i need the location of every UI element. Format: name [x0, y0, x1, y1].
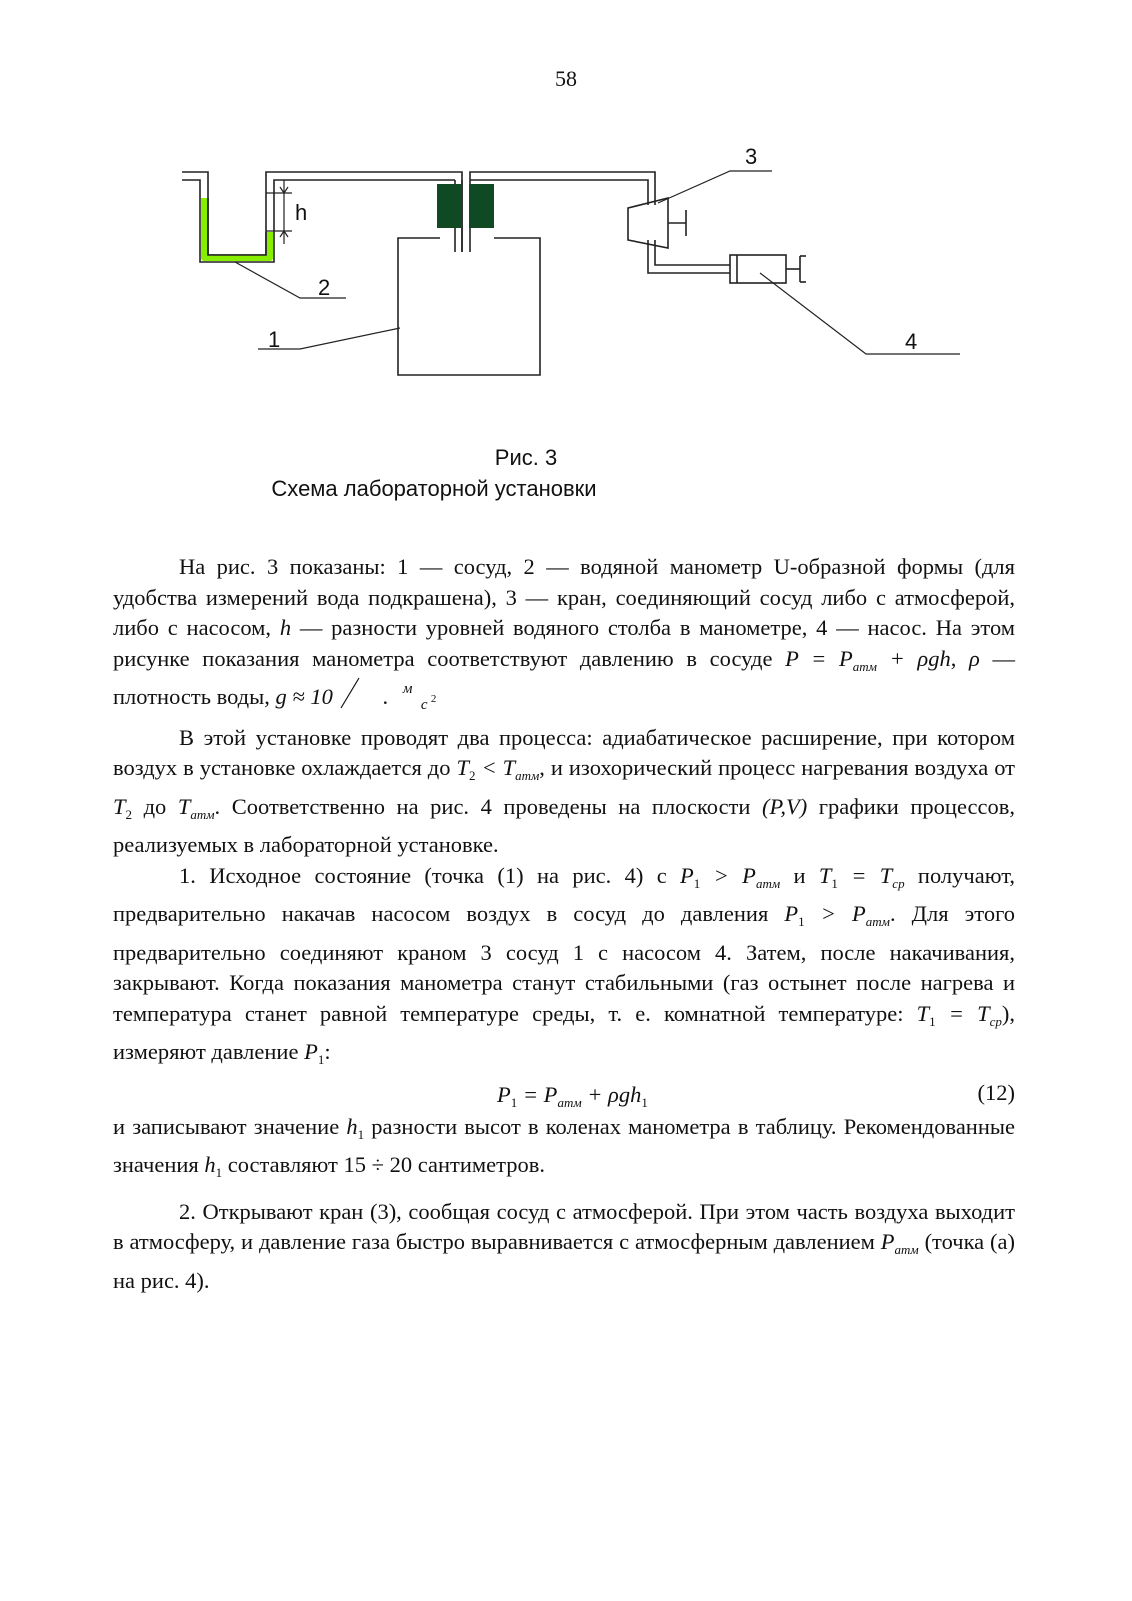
paragraph-1: На рис. 3 показаны: 1 — сосуд, 2 — водяной манометр U-образной формы (для удобства измерений вода подкрашена), 3 — кран, соединяющий сосуд либо с атмосферой, либо с насосом, h — разности уровней водяного столба в манометре, 4 — насос. На этом рисунке показания манометра соответствуют давлению в сосуде $P = P_{атм} + \rho gh$, ρ — плотность воды, g ≈ 10 м с 2 .: [113, 554, 1016, 713]
paragraph-2: В этой установке проводят два процесса: адиабатическое расширение, при котором воздух в установке охлаждается до $T_2 < T_{атм}$, и изохорический процесс нагревания воздуха от $T_2$ до $T_{атм}$. Соответственно на рис. 4 проведены на плоскости (P,V) графики процессов, реализуемых в лабораторной установке.: [113, 724, 1015, 857]
equation-number: (12): [977, 1079, 1015, 1105]
leader-3: [658, 171, 772, 203]
paragraph-3: 1. Исходное состояние (точка (1) на рис. 4) с $P_1 > P_{атм}$ и $T_1 = T_{ср}$ получают, предварительно накачав насосом воздух в сосуд до давления $P_1 > P_{атм}$. Для этого предварительно соединяют краном 3 сосуд 1 с насосом 4. Затем, после накачивания, закрывают. Когда показания манометра станут стабильными (газ остынет после нагрева и температура станет равной температуре среды, т. е. комнатной температуре: $T_1 = T_{ср}$), измеряют давление $P_1$:: [113, 862, 1016, 1067]
label-h: h: [295, 200, 308, 225]
paragraph-4: и записывают значение $h_1$ разности высот в коленах манометра в таблицу. Рекомендованные значения $h_1$ составляют 15 ÷ 20 сантиметров.: [113, 1113, 1015, 1180]
label-1: 1: [268, 327, 281, 352]
label-3: 3: [745, 144, 758, 169]
label-4: 4: [905, 329, 918, 354]
water-column: [204, 198, 270, 258]
label-2: 2: [318, 275, 331, 300]
figure-caption-title: Схема лабораторной установки: [271, 476, 597, 501]
page-number: 58: [555, 66, 577, 91]
pump-body: [730, 255, 786, 283]
pipe-to-valve-inner: [470, 180, 648, 205]
vessel: [398, 238, 540, 375]
manometer-left-arm: [182, 172, 462, 255]
pipe-to-pump-inner: [648, 240, 730, 273]
leader-4: [760, 273, 960, 354]
body-text: [113, 552, 1015, 1296]
stopper-left: [437, 184, 462, 228]
pipe-to-pump: [655, 240, 730, 265]
figure-caption-number: Рис. 3: [494, 445, 558, 470]
unit-fraction: м с 2: [333, 682, 377, 704]
equation-12: $P_1 = P_{атм} + \rho gh_1$ (12): [497, 1079, 1015, 1110]
manometer-left-arm-inner: [182, 180, 455, 262]
paragraph-5: 2. Открывают кран (3), сообщая сосуд с атмосферой. При этом часть воздуха выходит в атмосферу, и давление газа быстро выравнивается с атмосферным давлением $P_{атм}$ (точка (а) на рис. 4).: [113, 1198, 1015, 1293]
stopper-right: [469, 184, 494, 228]
